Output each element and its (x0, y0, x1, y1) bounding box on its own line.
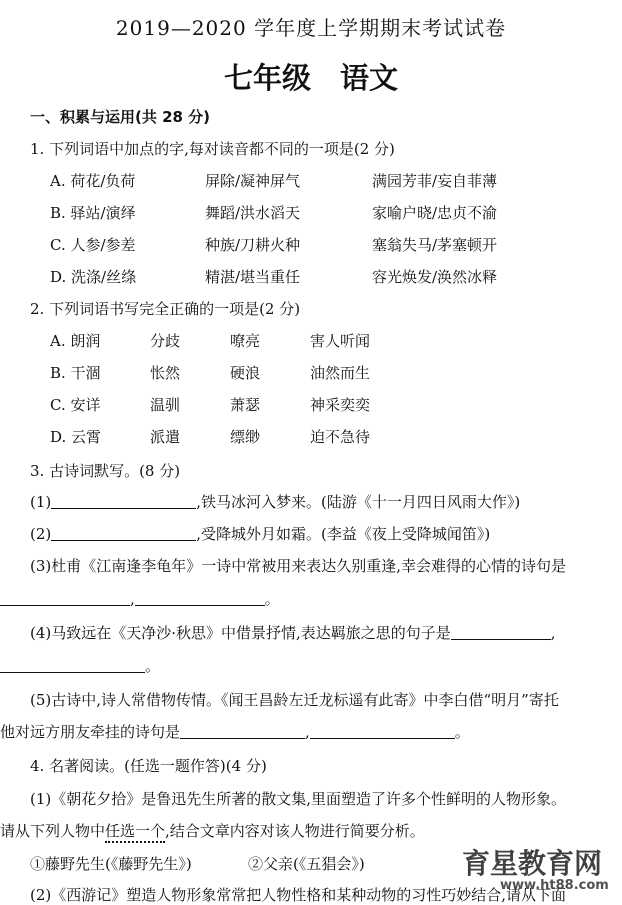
q4-part1-emphasis: 任选一个 (105, 820, 165, 843)
q3-sub5-blank1[interactable] (180, 724, 305, 739)
q3-sub3-blank2[interactable] (135, 591, 265, 606)
q2-option-a-word1: A. 朗润 (50, 332, 101, 350)
q3-sub4-line2 (0, 655, 160, 676)
q3-sub5-text: 他对远方朋友牵挂的诗句是 (0, 723, 181, 741)
q2-stem: 2. 下列词语书写完全正确的一项是(2 分) (30, 300, 301, 318)
q1-option-a-col1: A. 荷花/负荷 (50, 172, 136, 190)
q1-option-c-col2: 种族/刀耕火种 (205, 236, 301, 254)
q3-sub1 (30, 491, 520, 512)
q2-option-b-word3: 硬浪 (230, 364, 261, 382)
q1-option-b-col1: B. 驿站/演绎 (50, 204, 136, 222)
q3-sub3-blank1[interactable] (0, 591, 130, 606)
q3-sub1-blank[interactable] (51, 494, 196, 509)
subject-title: 七年级 语文 (223, 61, 398, 95)
q1-option-b-col3: 家喻户晓/忠贞不渝 (372, 204, 498, 222)
q2-option-c-word4: 神采奕奕 (310, 396, 371, 414)
watermark-logo-text: 育星教育网 (462, 847, 603, 880)
section-heading: 一、积累与运用(共 28 分) (30, 108, 211, 126)
q4-part2-line1: (2)《西游记》塑造人物形象常常把人物性格和某种动物的习性巧妙结合,请从下面 (30, 886, 567, 904)
q3-sub5-comma: , (305, 723, 310, 741)
q1-option-a-col3: 满园芳菲/妄自菲薄 (372, 172, 498, 190)
watermark-logo (462, 842, 602, 882)
q3-sub2-text: ,受降城外月如霜。(李益《夜上受降城闻笛》) (196, 525, 491, 543)
q3-sub4-blank2[interactable] (0, 658, 145, 673)
q2-option-a-word3: 嘹亮 (230, 332, 261, 350)
q2-option-b-word1: B. 干涸 (50, 364, 101, 382)
q3-sub2 (30, 523, 490, 544)
q3-sub3-line2 (0, 588, 280, 609)
q2-option-b-word4: 油然而生 (310, 364, 371, 382)
q2-option-d-word1: D. 云霄 (50, 428, 102, 446)
q1-option-c-col3: 塞翁失马/茅塞顿开 (372, 236, 498, 254)
q3-sub5-line2 (0, 721, 470, 742)
q3-stem: 3. 古诗词默写。(8 分) (30, 462, 181, 480)
q2-option-d-word3: 缥缈 (230, 428, 261, 446)
q3-sub4-comma: , (550, 624, 556, 642)
q2-option-c-word3: 萧瑟 (230, 396, 261, 414)
q4-part1-line2-a: 请从下列人物中 (0, 822, 106, 840)
q3-sub4-text: (4)马致远在《天净沙·秋思》中借景抒情,表达羁旅之思的句子是 (30, 624, 451, 642)
watermark-url: www.ht88.com (500, 878, 609, 893)
q3-sub2-num: (2) (30, 525, 52, 543)
q3-sub3-line1: (3)杜甫《江南逢李龟年》一诗中常被用来表达久别重逢,幸会难得的心情的诗句是 (30, 557, 567, 575)
q2-option-d-word2: 派遣 (150, 428, 181, 446)
q4-option-1: ①藤野先生(《藤野先生》) (30, 855, 192, 873)
q4-stem: 4. 名著阅读。(任选一题作答)(4 分) (30, 757, 267, 775)
q3-sub4-blank1[interactable] (451, 625, 551, 640)
q2-option-d-word4: 迫不急待 (310, 428, 371, 446)
q3-sub1-num: (1) (30, 493, 52, 511)
q1-option-c-col1: C. 人参/参差 (50, 236, 136, 254)
q4-part1-line2 (0, 820, 425, 843)
q4-part1-line1: (1)《朝花夕拾》是鲁迅先生所著的散文集,里面塑造了许多个性鲜明的人物形象。 (30, 790, 567, 808)
q2-option-b-word2: 怅然 (150, 364, 181, 382)
q3-sub4-period: 。 (145, 657, 161, 675)
q3-sub4-line1 (30, 622, 556, 643)
q3-sub2-blank[interactable] (51, 526, 196, 541)
q3-sub3-period: 。 (264, 590, 280, 608)
q3-sub5-period: 。 (454, 723, 470, 741)
q1-stem: 1. 下列词语中加点的字,每对读音都不同的一项是(2 分) (30, 140, 395, 158)
q1-option-a-col2: 屏除/凝神屏气 (205, 172, 301, 190)
q3-sub5-blank2[interactable] (310, 724, 455, 739)
q3-sub1-text: ,铁马冰河入梦来。(陆游《十一月四日风雨大作》) (196, 493, 521, 511)
q2-option-a-word2: 分歧 (150, 332, 181, 350)
exam-title: 2019—2020 学年度上学期期末考试试卷 (115, 16, 507, 40)
q1-option-d-col3: 容光焕发/涣然冰释 (372, 268, 498, 286)
q4-part1-line2-b: ,结合文章内容对该人物进行简要分析。 (165, 822, 425, 840)
q3-sub3-comma: , (130, 590, 135, 608)
q2-option-c-word2: 温驯 (150, 396, 181, 414)
q1-option-d-col2: 精湛/堪当重任 (205, 268, 301, 286)
q4-option-2: ②父亲(《五猖会》) (248, 855, 365, 873)
q2-option-c-word1: C. 安详 (50, 396, 101, 414)
q1-option-b-col2: 舞蹈/洪水滔天 (205, 204, 301, 222)
q3-sub5-line1: (5)古诗中,诗人常借物传情。《闻王昌龄左迁龙标遥有此寄》中李白借“明月”寄托 (30, 691, 559, 709)
q2-option-a-word4: 害人听闻 (310, 332, 371, 350)
q1-option-d-col1: D. 洗涤/丝绦 (50, 268, 137, 286)
